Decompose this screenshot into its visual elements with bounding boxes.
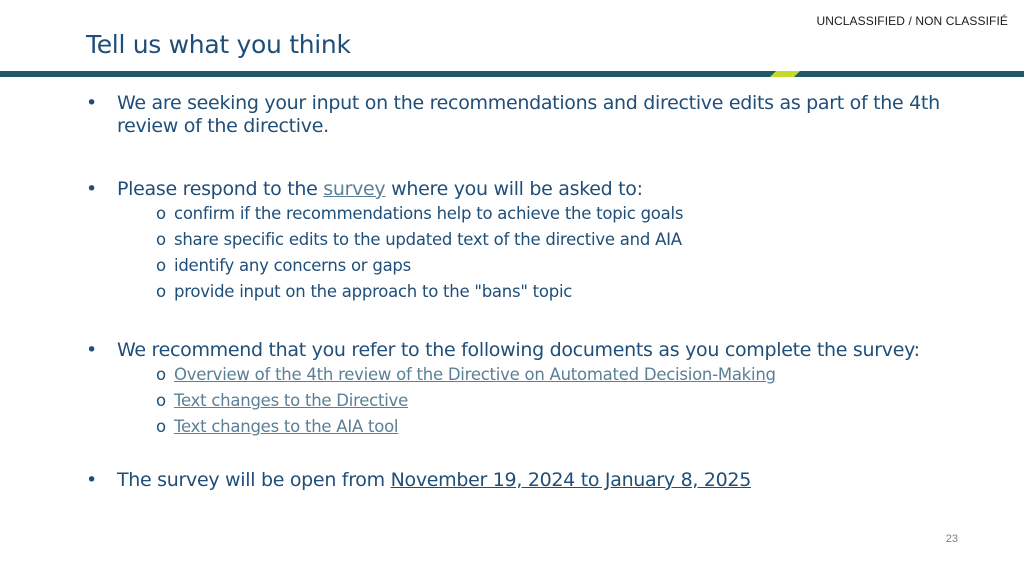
sub-item (156, 279, 966, 305)
sub-item (156, 201, 966, 227)
aia-tool-changes-link[interactable]: Text changes to the AIA tool (174, 417, 399, 436)
sub-link-item (156, 414, 966, 440)
header-rule-main (0, 71, 1024, 77)
slide-title: Tell us what you think (86, 30, 351, 59)
bullet-text (117, 178, 966, 201)
bullet-text: We recommend that you refer to the following documents as you complete the survey: (117, 339, 920, 361)
bullet-mark: • (86, 339, 97, 361)
sub-item-text: share specific edits to the updated text of the directive and AIA (174, 230, 682, 249)
bullet-text (117, 469, 966, 492)
sub-item-text: provide input on the approach to the "bans" topic (174, 282, 573, 301)
sub-item-text: identify any concerns or gaps (174, 256, 411, 275)
sub-mark: o (156, 230, 166, 249)
page-number: 23 (945, 533, 958, 545)
sub-link-item (156, 388, 966, 414)
bullet-text-before: Please respond to the (117, 178, 324, 200)
bullet-text: We are seeking your input on the recommendations and directive edits as part of the 4th review of the directive. (117, 92, 940, 137)
classification-label: UNCLASSIFIED / NON CLASSIFIÉ (816, 14, 1008, 28)
bullet-input-request (86, 92, 966, 138)
sub-mark: o (156, 256, 166, 275)
bullet-survey (86, 178, 966, 201)
overview-document-link[interactable]: Overview of the 4th review of the Directive on Automated Decision-Making (174, 365, 776, 384)
bullet-survey-dates (86, 469, 966, 492)
sub-link-item (156, 362, 966, 388)
bullet-mark: • (86, 469, 97, 491)
sub-mark: o (156, 391, 166, 410)
sub-mark: o (156, 204, 166, 223)
header-rule (0, 71, 1024, 77)
directive-changes-link[interactable]: Text changes to the Directive (174, 391, 408, 410)
survey-link[interactable]: survey (323, 178, 386, 200)
bullet-text-before: The survey will be open from (117, 469, 391, 491)
bullet-mark: • (86, 178, 97, 200)
bullet-documents (86, 339, 966, 362)
bullet-mark: • (86, 92, 97, 114)
sub-item-text: confirm if the recommendations help to achieve the topic goals (174, 204, 684, 223)
slide-content (86, 92, 966, 492)
bullet-text-after: where you will be asked to: (385, 178, 643, 200)
sub-mark: o (156, 417, 166, 436)
survey-dates-link[interactable]: November 19, 2024 to January 8, 2025 (390, 469, 752, 491)
sub-item (156, 253, 966, 279)
sub-mark: o (156, 282, 166, 301)
sub-mark: o (156, 365, 166, 384)
sub-item (156, 227, 966, 253)
